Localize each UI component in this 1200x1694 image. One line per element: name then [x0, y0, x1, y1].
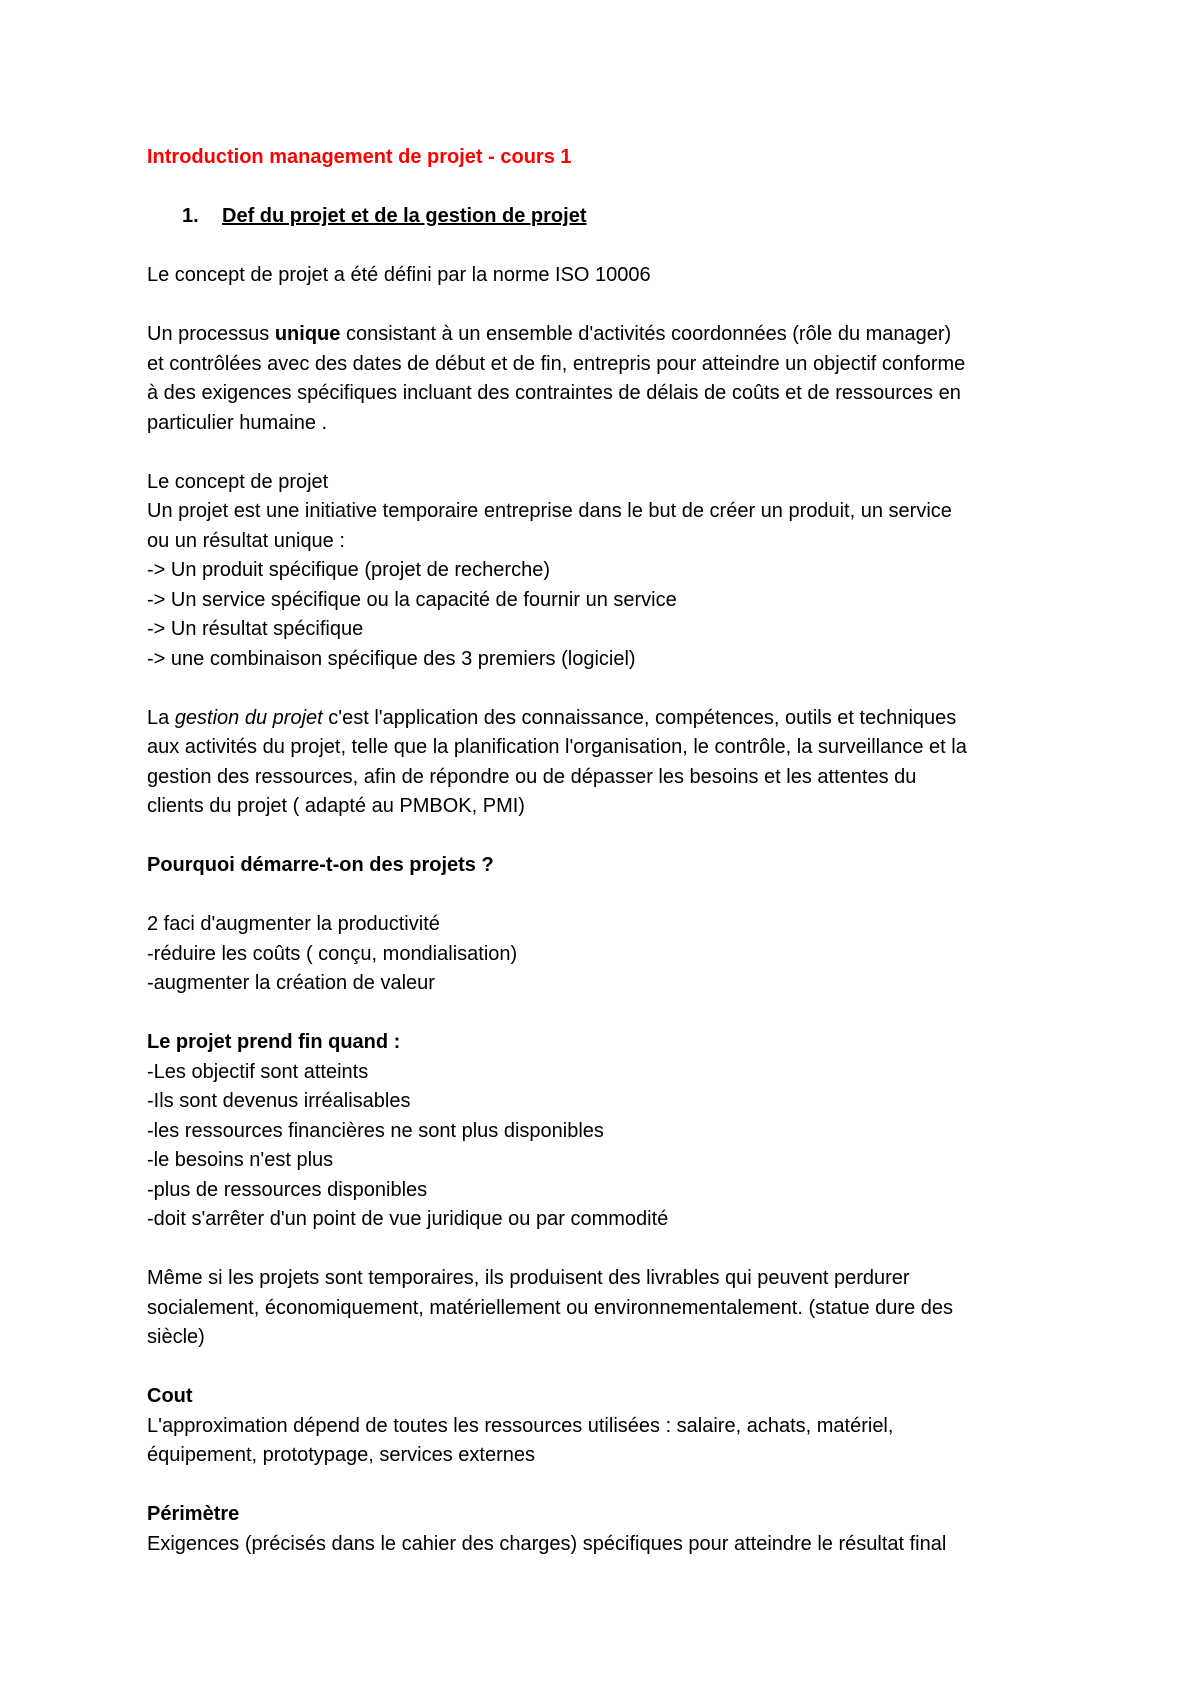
section-heading-text: Def du projet et de la gestion de projet — [222, 205, 587, 227]
fin-line: -Ils sont devenus irréalisables — [147, 1090, 411, 1112]
fin-line: -plus de ressources disponibles — [147, 1178, 428, 1201]
concept-line: -> une combinaison spécifique des 3 premiers (logiciel) — [147, 647, 636, 670]
gestion-block — [147, 704, 1067, 822]
section-heading-1 — [147, 202, 1067, 232]
fin-line: -le besoins n'est plus — [147, 1149, 334, 1171]
iso-def-bold: unique — [274, 323, 341, 345]
iso-definition — [147, 320, 1067, 438]
iso-intro: Le concept de projet a été défini par la norme ISO 10006 — [147, 264, 651, 286]
concept-line: -> Un produit spécifique (projet de recherche) — [147, 559, 550, 581]
gestion-before: La — [147, 706, 175, 729]
iso-def-line: à des exigences spécifiques incluant des contraintes de délais de coûts et de ressources en — [147, 382, 961, 404]
gestion-line: c'est l'application des connaissance, compétences, outils et techniques — [322, 706, 957, 729]
gestion-line: aux activités du projet, telle que la planification l'organisation, le contrôle, la surveillance et la — [147, 736, 967, 758]
livrables-line: siècle) — [147, 1326, 205, 1348]
livrables-line: Même si les projets sont temporaires, ils produisent des livrables qui peuvent perdurer — [147, 1267, 910, 1289]
concept-line: ou un résultat unique : — [147, 529, 345, 552]
gestion-italic: gestion du projet — [174, 706, 323, 729]
document-title: Introduction management de projet - cours 1 — [147, 146, 572, 168]
iso-def-line: particulier humaine . — [147, 411, 328, 434]
gestion-line: gestion des ressources, afin de répondre ou de dépasser les besoins et les attentes du — [147, 765, 917, 788]
iso-def-line: consistant à un ensemble d'activités coordonnées (rôle du manager) — [340, 323, 952, 345]
document-page — [147, 143, 1067, 1559]
cout-heading: Cout — [147, 1385, 193, 1407]
concept-line: -> Un service spécifique ou la capacité de fournir un service — [147, 588, 677, 611]
livrables-block — [147, 1264, 1067, 1353]
perimetre-block — [147, 1500, 1067, 1559]
pourquoi-heading: Pourquoi démarre-t-on des projets ? — [147, 854, 494, 876]
pourquoi-line: -augmenter la création de valeur — [147, 972, 435, 994]
perimetre-line: Exigences (précisés dans le cahier des charges) spécifiques pour atteindre le résultat final — [147, 1532, 947, 1555]
cout-line: L'approximation dépend de toutes les ressources utilisées : salaire, achats, matériel, — [147, 1414, 894, 1437]
cout-line: équipement, prototypage, services externes — [147, 1444, 535, 1466]
section-number: 1. — [182, 205, 199, 227]
fin-line: -les ressources financières ne sont plus disponibles — [147, 1119, 604, 1142]
fin-line: -doit s'arrêter d'un point de vue juridique ou par commodité — [147, 1208, 669, 1230]
livrables-line: socialement, économiquement, matériellement ou environnementalement. (statue dure des — [147, 1296, 953, 1319]
concept-line: -> Un résultat spécifique — [147, 618, 364, 640]
fin-heading: Le projet prend fin quand : — [147, 1031, 401, 1053]
cout-block — [147, 1382, 1067, 1471]
pourquoi-line: -réduire les coûts ( conçu, mondialisation) — [147, 942, 518, 965]
iso-def-line: et contrôlées avec des dates de début et de fin, entrepris pour atteindre un objectif conforme — [147, 352, 966, 375]
pourquoi-block — [147, 910, 1067, 999]
pourquoi-line: 2 faci d'augmenter la productivité — [147, 913, 440, 935]
fin-block — [147, 1028, 1067, 1235]
fin-line: -Les objectif sont atteints — [147, 1060, 369, 1083]
concept-block — [147, 468, 1067, 675]
iso-def-before: Un processus — [147, 323, 275, 345]
concept-heading: Le concept de projet — [147, 470, 329, 493]
gestion-line: clients du projet ( adapté au PMBOK, PMI) — [147, 795, 525, 817]
concept-line: Un projet est une initiative temporaire entreprise dans le but de créer un produit, un service — [147, 500, 952, 522]
perimetre-heading: Périmètre — [147, 1503, 240, 1525]
